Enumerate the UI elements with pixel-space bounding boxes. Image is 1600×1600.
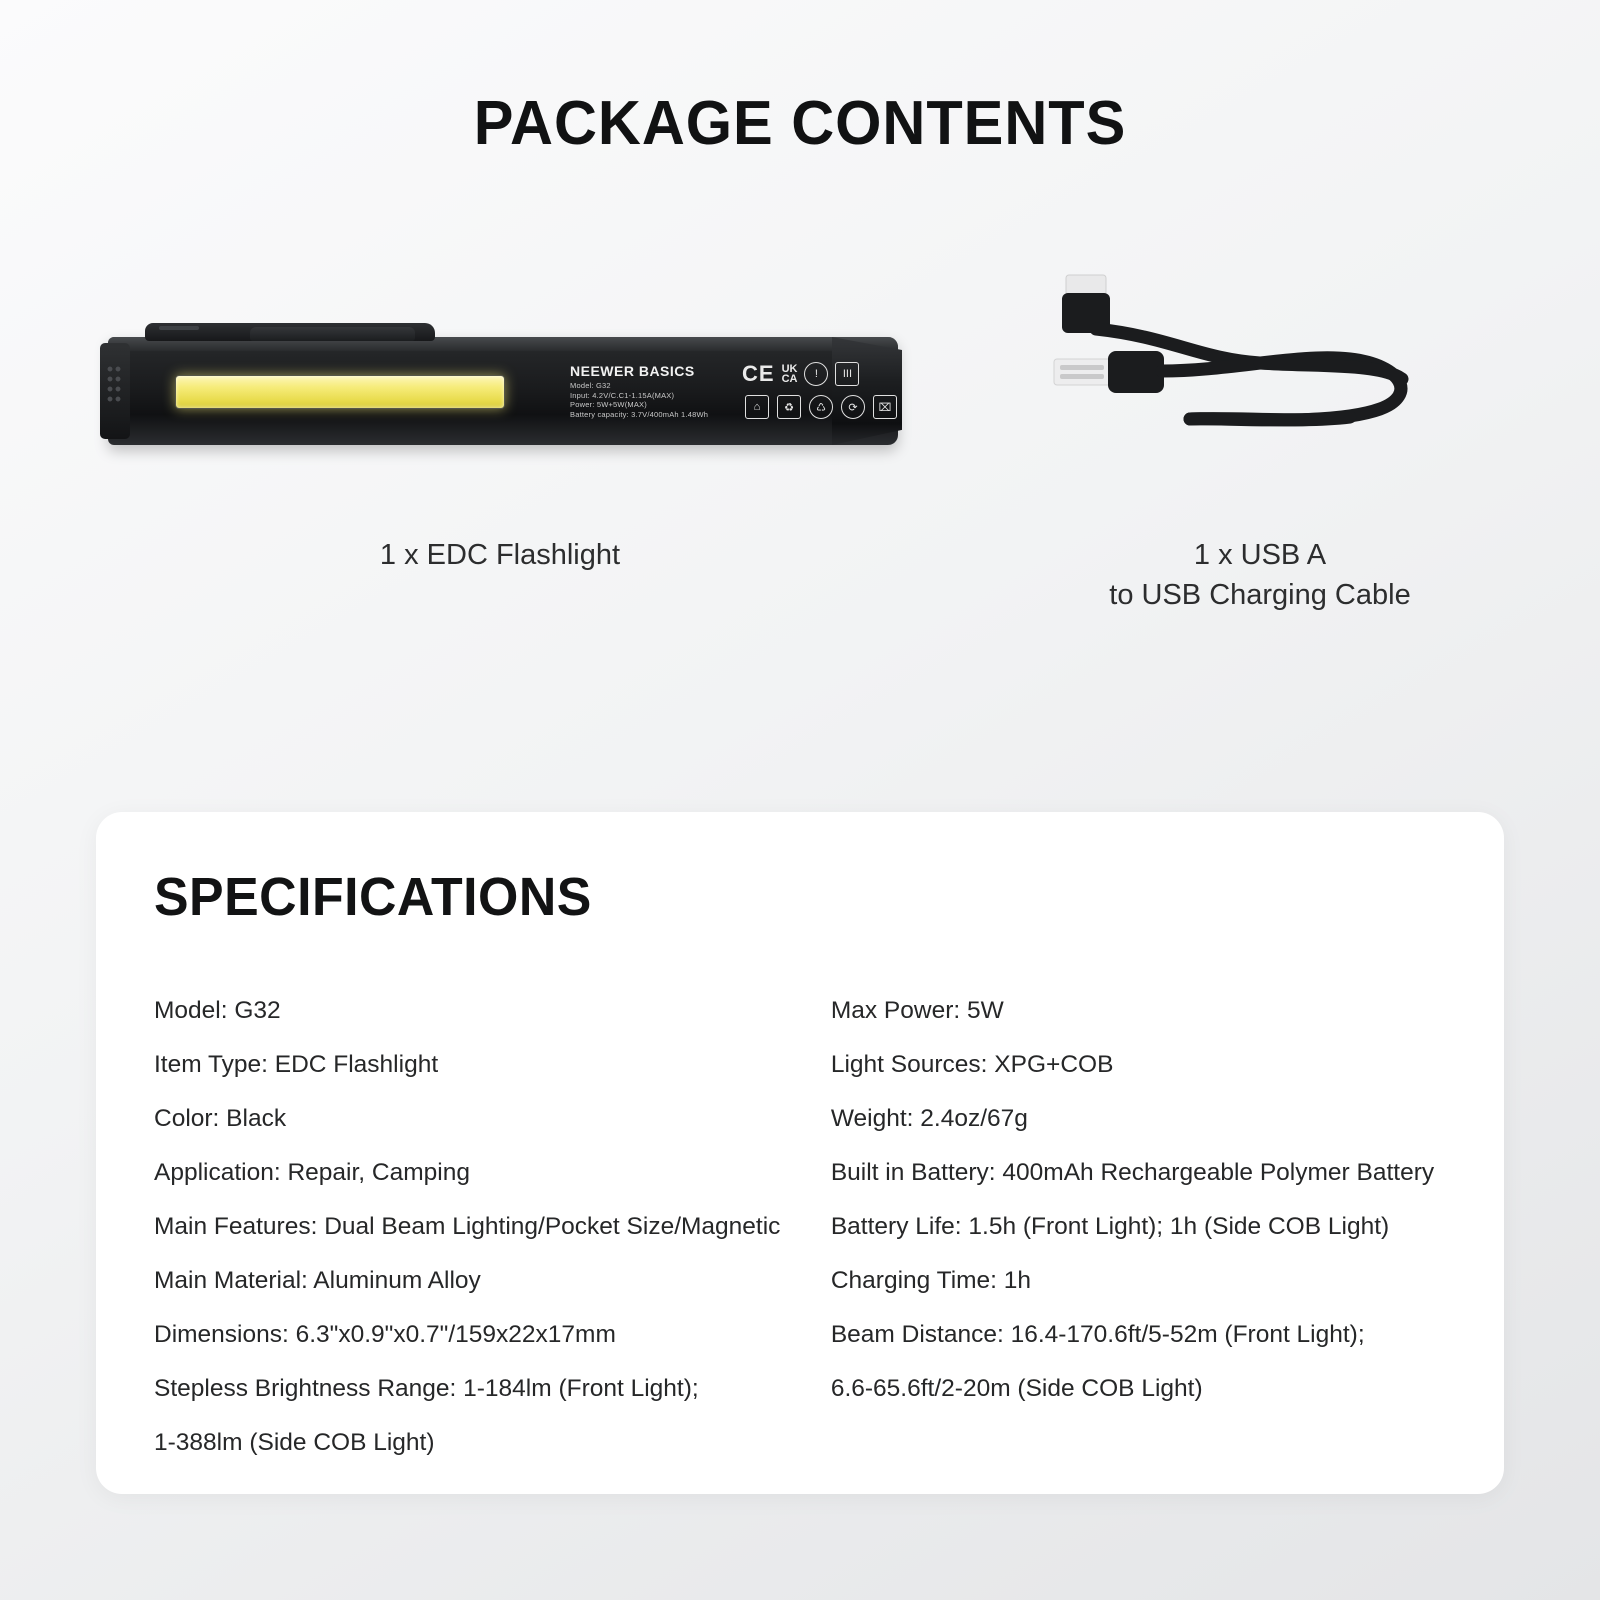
usb-cable-illustration [1050, 267, 1470, 497]
weee-bin-icon: ⌧ [873, 395, 897, 419]
caption-cable [1040, 535, 1480, 615]
spec-item: Built in Battery: 400mAh Rechargeable Polymer Battery [830, 1159, 1435, 1186]
product-flashlight [100, 277, 900, 459]
spec-item: Application: Repair, Camping [154, 1159, 470, 1186]
spec-item: Stepless Brightness Range: 1-184lm (Front Light); [154, 1375, 699, 1402]
spec-item: Beam Distance: 16.4-170.6ft/5-52m (Front Light); [830, 1321, 1365, 1348]
spec-item: Color: Black [154, 1105, 287, 1132]
spec-item: 6.6-65.6ft/2-20m (Side COB Light) [830, 1375, 1203, 1402]
specifications-column-left [154, 984, 791, 1470]
spec-item: Max Power: 5W [830, 997, 1004, 1024]
specifications-column-right [809, 984, 1446, 1470]
certification-marks [742, 361, 859, 387]
brand-name: NEEWER BASICS [570, 363, 695, 379]
spec-item: Item Type: EDC Flashlight [154, 1051, 439, 1078]
specifications-title: SPECIFICATIONS [154, 867, 592, 927]
green-dot-icon: ⟳ [841, 395, 865, 419]
ukca-mark-icon: UK CA [781, 363, 798, 385]
label-input: Input: 4.2V/C.C1-1.15A(MAX) [570, 390, 675, 400]
caption-cable-line2: to USB Charging Cable [1109, 579, 1411, 611]
label-model: Model: G32 [570, 381, 611, 390]
caption-cable-line1: 1 x USB A [1193, 539, 1327, 571]
battery-recycle-icon: ♺ [809, 395, 833, 419]
class-iii-icon: III [835, 362, 859, 386]
package-contents-row [0, 277, 1600, 611]
caption-flashlight-line1: 1 x EDC Flashlight [379, 539, 621, 571]
spec-item: Weight: 2.4oz/67g [830, 1105, 1028, 1132]
spec-item: Main Material: Aluminum Alloy [154, 1267, 481, 1294]
ce-mark-icon: CE [742, 361, 775, 386]
spec-item: Main Features: Dual Beam Lighting/Pocket Size/Magnetic [154, 1213, 781, 1240]
caption-flashlight [100, 535, 900, 575]
spec-item: Light Sources: XPG+COB [830, 1051, 1114, 1078]
house-icon: ⌂ [745, 395, 769, 419]
flashlight-illustration [100, 319, 900, 459]
spec-item: Dimensions: 6.3"x0.9"x0.7"/159x22x17mm [154, 1321, 616, 1348]
label-battery-capacity: Battery capacity: 3.7V/400mAh 1.48Wh [570, 409, 709, 419]
spec-item: Model: G32 [154, 997, 281, 1024]
compliance-symbols [745, 395, 897, 419]
flashlight-clip-ridge [250, 327, 415, 341]
specifications-card [96, 812, 1504, 1494]
spec-item: Battery Life: 1.5h (Front Light); 1h (Side COB Light) [830, 1213, 1390, 1240]
recycle-icon: ♻ [777, 395, 801, 419]
usb-a-connector-icon [1054, 351, 1164, 393]
label-power: Power: 5W+5W(MAX) [570, 400, 647, 409]
spec-item: 1-388lm (Side COB Light) [154, 1429, 435, 1456]
product-usb-cable [1050, 267, 1470, 487]
spec-item: Charging Time: 1h [830, 1267, 1032, 1294]
page-title: PACKAGE CONTENTS [473, 89, 1127, 158]
cob-light-strip [175, 375, 505, 409]
flashlight-head-texture-icon [106, 365, 122, 409]
warning-symbol-icon: ! [804, 362, 828, 386]
